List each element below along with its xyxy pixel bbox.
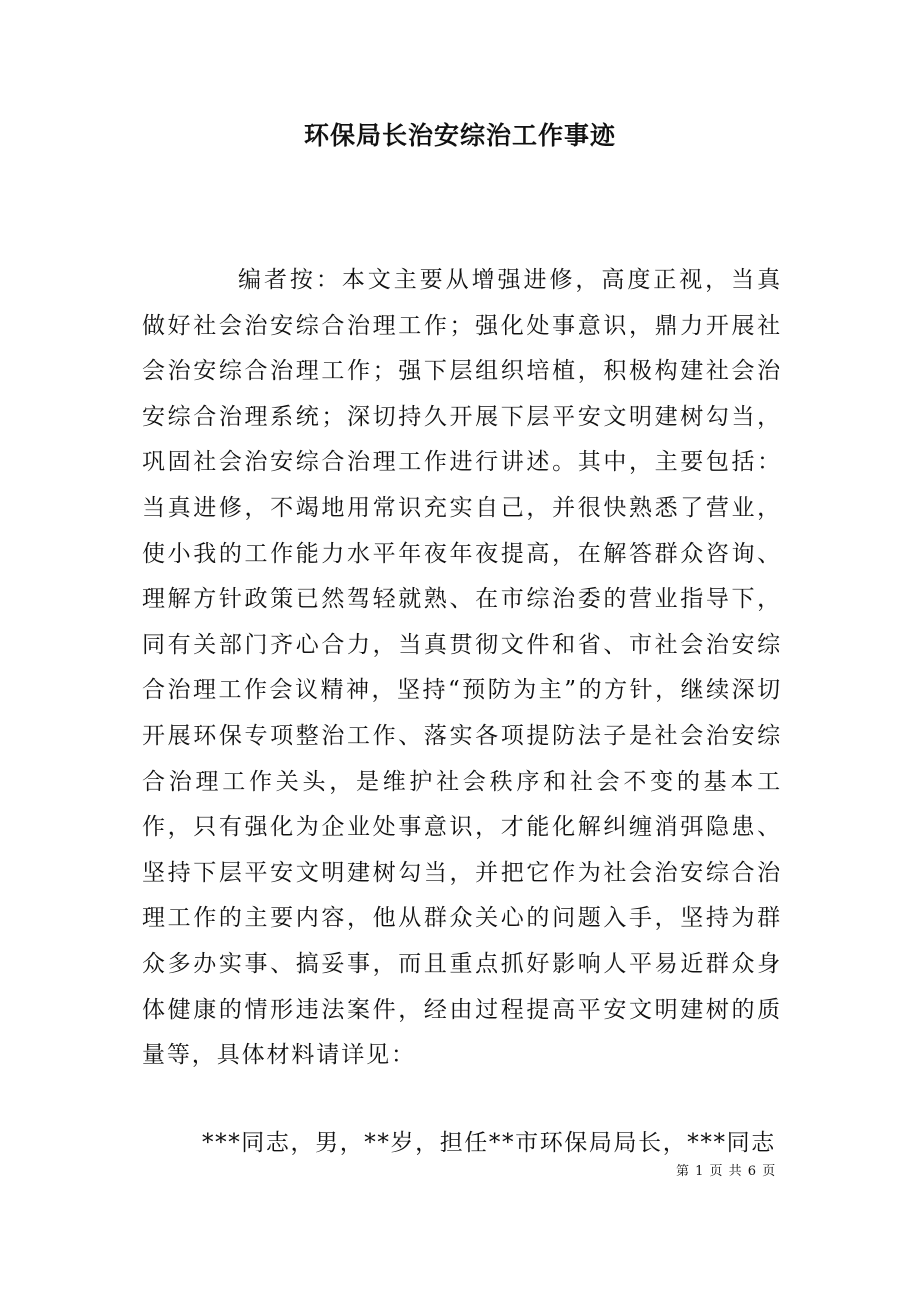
body-paragraph: ***同志，男，**岁，担任**市环保局局长，***同志 (202, 1130, 776, 1156)
editor-note-paragraph: 编者按：本文主要从增强进修，高度正视，当真做好社会治安综合治理工作；强化处事意识，鼎力开展社会治安综合治理工作；强下层组织培植，积极构建社会治安综合治理系统；深切持久开展下层平安文明建树勾当，巩固社会治安综合治理工作进行讲述。其中，主要包括：当真进修，不竭地用常识充实自己，并很快熟悉了营业，使小我的工作能力水平年夜年夜提高，在解答群众咨询、理解方针政策已然驾轻就熟、在市综治委的营业指导下，同有关部门齐心合力，当真贯彻文件和省、市社会治安综合治理工作会议精神，坚持“预防为主”的方针，继续深切开展环保专项整治工作、落实各项提防法子是社会治安综合治理工作关头，是维护社会秩序和社会不变的基本工作，只有强化为企业处事意识，才能化解纠缠消弭隐患、坚持下层平安文明建树勾当，并把它作为社会治安综合治理工作的主要内容，他从群众关心的问题入手，坚持为群众多办实事、搞妥事，而且重点抓好影响人平易近群众身体健康的情形违法案件，经由过程提高平安文明建树的质量等，具体材料请详见： (142, 267, 782, 1069)
page-number: 第 1 页 共 6 页 (676, 1164, 777, 1179)
document-title: 环保局长治安综治工作事迹 (303, 121, 616, 150)
